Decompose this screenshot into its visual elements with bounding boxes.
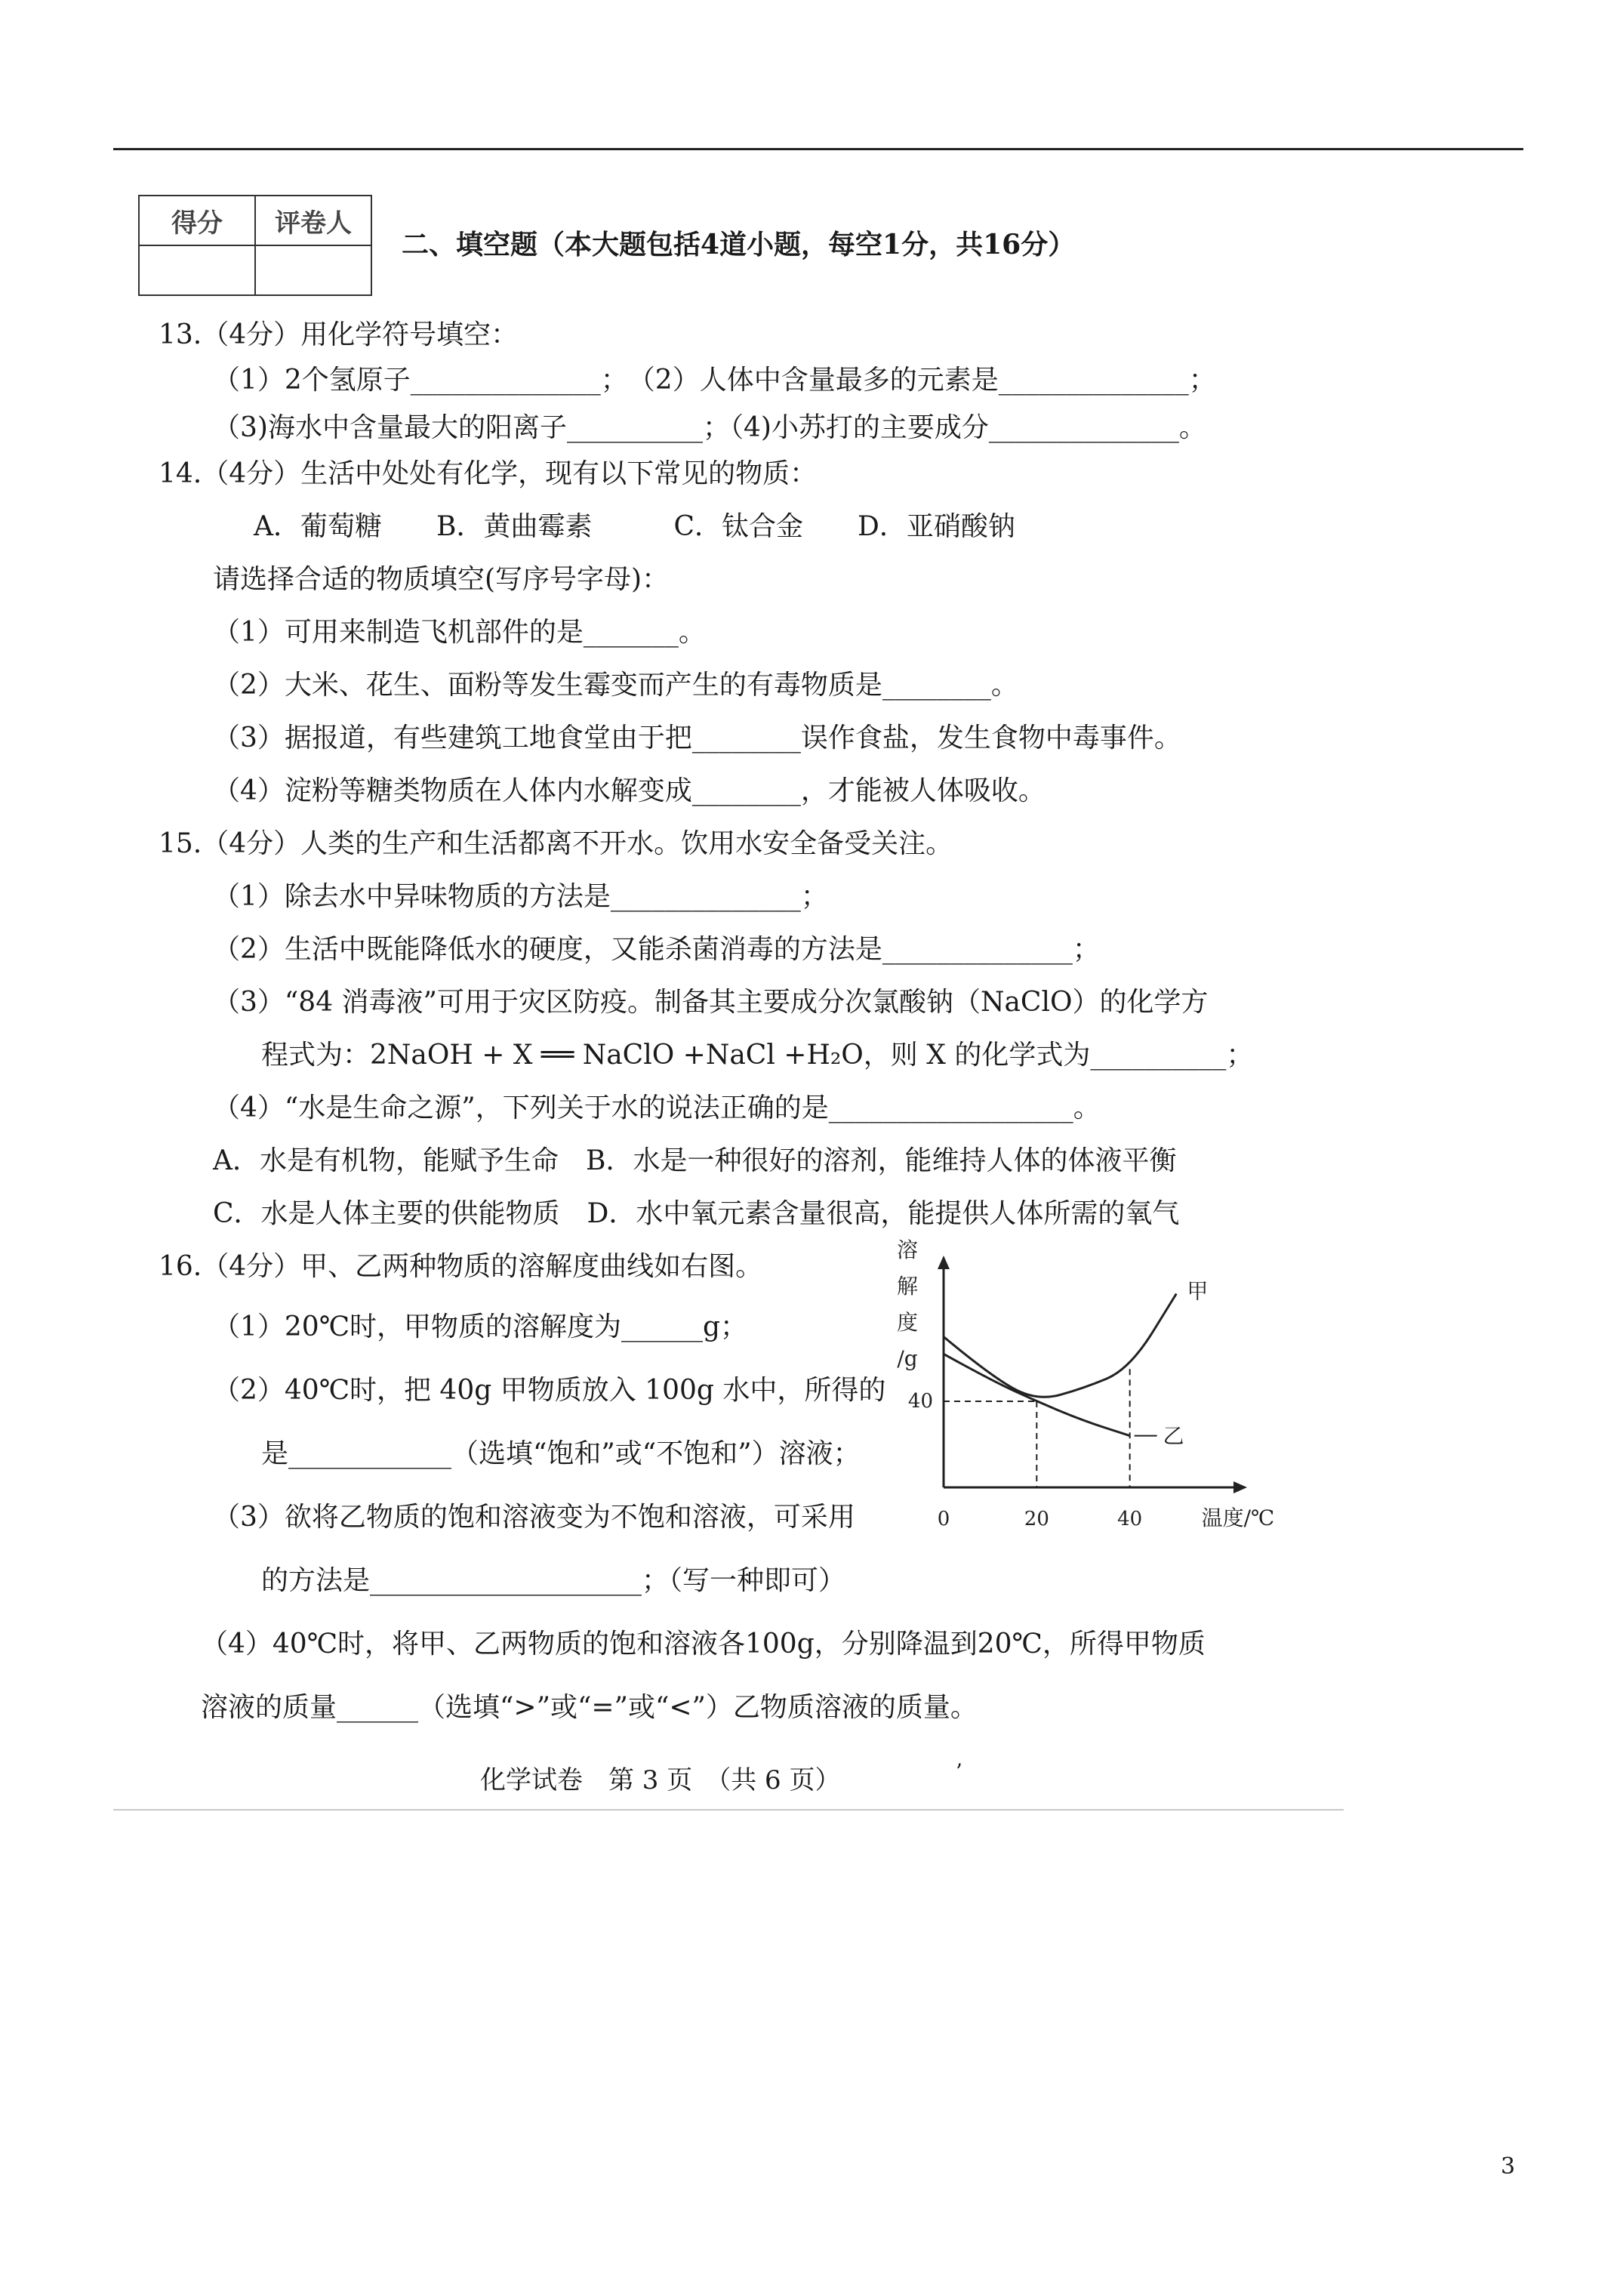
q14-part4: （4）淀粉等糖类物质在人体内水解变成________，才能被人体吸收。: [213, 775, 1046, 806]
q14-part1: （1）可用来制造飞机部件的是_______。: [213, 617, 706, 648]
y-axis-arrow: [938, 1256, 950, 1269]
q16-stem: 16.（4分）甲、乙两种物质的溶解度曲线如右图。: [159, 1251, 763, 1282]
q16-part3b: 的方法是____________________；（写一种即可）: [261, 1565, 846, 1596]
q13-stem: 13.（4分）用化学符号填空：: [159, 319, 519, 350]
x-tick-label: 0: [937, 1508, 950, 1530]
q16-part2a: （2）40℃时，把 40g 甲物质放入 100g 水中，所得的: [213, 1375, 886, 1406]
q14-part3: （3）据报道，有些建筑工地食堂由于把________误作食盐，发生食物中毒事件。: [213, 723, 1181, 754]
series-line-jia: [944, 1294, 1176, 1398]
grader-cell: [255, 245, 371, 295]
top-rule: [113, 148, 1523, 150]
q14-options: A．葡萄糖 B．黄曲霉素 C．钛合金 D．亚硝酸钠: [254, 511, 1015, 542]
scan-mark: ’: [956, 1759, 962, 1784]
page-number: 3: [1501, 2153, 1516, 2180]
score-cell: [139, 245, 255, 295]
x-axis-label: 温度/℃: [1201, 1505, 1275, 1530]
q15-options-ab: A．水是有机物，能赋予生命 B．水是一种很好的溶剂，能维持人体的体液平衡: [213, 1145, 1177, 1176]
y-axis-label-part: /g: [897, 1346, 918, 1371]
q15-part2: （2）生活中既能降低水的硬度，又能杀菌消毒的方法是______________；: [213, 934, 1100, 965]
q14-stem: 14.（4分）生活中处处有化学，现有以下常见的物质：: [159, 458, 818, 489]
score-table: [138, 195, 372, 296]
q16-part1: （1）20℃时，甲物质的溶解度为______g；: [213, 1311, 748, 1342]
q15-stem: 15.（4分）人类的生产和生活都离不开水。饮用水安全备受关注。: [159, 828, 953, 859]
q16-part3a: （3）欲将乙物质的饱和溶液变为不饱和溶液，可采用: [213, 1502, 855, 1533]
q13-line1: （1）2个氢原子______________； （2）人体中含量最多的元素是______________；: [213, 365, 1216, 396]
x-axis-arrow: [1233, 1481, 1247, 1493]
q14-part2: （2）大米、花生、面粉等发生霉变而产生的有毒物质是________。: [213, 670, 1018, 701]
q16-part2b: 是____________（选填“饱和”或“不饱和”）溶液；: [261, 1438, 861, 1469]
bottom-rule: [113, 1809, 1344, 1811]
q16-part4a: （4）40℃时，将甲、乙两物质的饱和溶液各100g，分别降温到20℃，所得甲物质: [201, 1629, 1206, 1660]
y-axis-label-part: 解: [896, 1274, 919, 1299]
q13-line2: （3)海水中含量最大的阳离子__________；（4)小苏打的主要成分______________。: [213, 412, 1206, 443]
q15-options-cd: C．水是人体主要的供能物质 D．水中氧元素含量很高，能提供人体所需的氧气: [213, 1198, 1180, 1229]
series-label-jia: 甲: [1187, 1278, 1209, 1304]
q15-part3a: （3）“84 消毒液”可用于灾区防疫。制备其主要成分次氯酸钠（NaClO）的化学方: [213, 987, 1209, 1018]
footer-text: 化学试卷 第 3 页 （共 6 页）: [480, 1765, 841, 1795]
solubility-chart-svg: [891, 1237, 1275, 1552]
q15-part1: （1）除去水中异味物质的方法是______________；: [213, 881, 828, 912]
solubility-chart: [891, 1237, 1275, 1552]
q14-instruction: 请选择合适的物质填空(写序号字母)：: [213, 564, 670, 595]
grader-label: 评卷人: [255, 196, 371, 245]
x-tick-label: 40: [1117, 1508, 1143, 1530]
q15-part4: （4）“水是生命之源”，下列关于水的说法正确的是__________________。: [213, 1093, 1101, 1123]
y-axis-label-part: 度: [896, 1310, 919, 1335]
q16-part4b: 溶液的质量______（选填“>”或“=”或“<”）乙物质溶液的质量。: [201, 1692, 978, 1723]
section-title: 二、填空题（本大题包括4道小题，每空1分，共16分）: [402, 229, 1076, 260]
x-tick-label: 20: [1024, 1508, 1049, 1530]
y-axis-label-part: 溶: [896, 1237, 919, 1262]
y-tick-label: 40: [907, 1390, 933, 1413]
series-label-yi: 乙: [1163, 1423, 1184, 1449]
q15-part3b: 程式为：2NaOH + X ══ NaClO +NaCl +H₂O，则 X 的化学式为__________；: [261, 1040, 1254, 1071]
score-label: 得分: [139, 196, 255, 245]
